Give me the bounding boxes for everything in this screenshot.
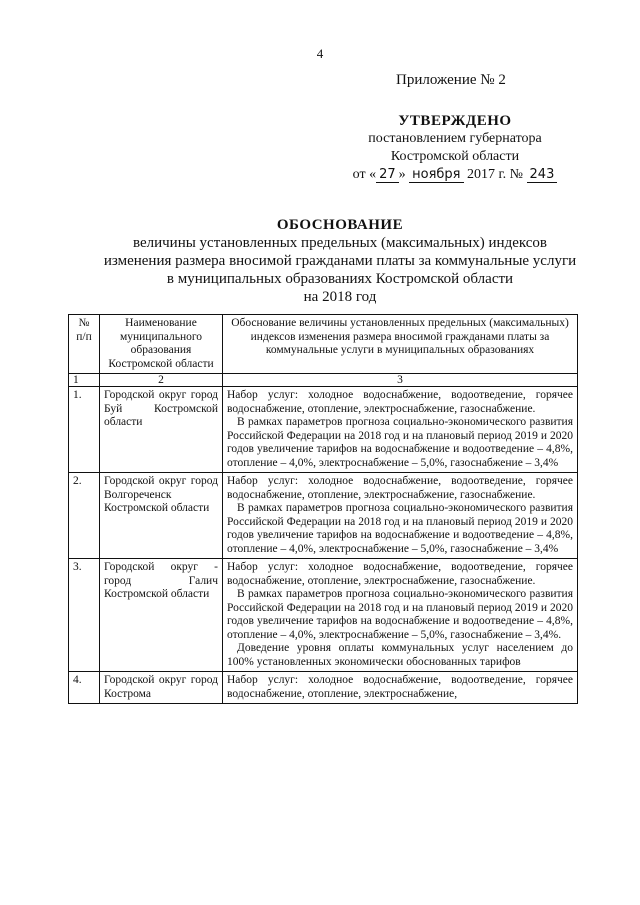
title-line-1: величины установленных предельных (максимальных) индексов	[132, 235, 548, 251]
table-row	[69, 672, 578, 704]
row-number: 1.	[69, 387, 100, 473]
municipality-name: Городской округ город Буй Костромской области	[100, 387, 223, 473]
header-justification: Обоснование величины установленных предельных (максимальных) индексов изменения размера вносимой гражданами платы за коммунальные услуги в муниципальных образованиях	[223, 315, 578, 374]
justification-paragraph: Набор услуг: холодное водоснабжение, водоотведение, горячее водоснабжение, отопление, электроснабжение, газоснабжение.	[227, 561, 573, 587]
appendix-label: Приложение № 2	[396, 72, 506, 88]
column-index-row	[69, 374, 578, 387]
column-index: 3	[223, 374, 578, 387]
justification-paragraph: Набор услуг: холодное водоснабжение, водоотведение, горячее водоснабжение, отопление, электроснабжение, газоснабжение.	[227, 389, 573, 415]
approved-heading: УТВЕРЖДЕНО	[398, 113, 512, 129]
title-line-4: на 2018 год	[303, 289, 377, 305]
justification-paragraph: В рамках параметров прогноза социально-экономического развития Российской Федерации на 2018 год и на плановый период 2019 и 2020 годов увеличение тарифов на водоснабжение и водоотведение – 4,8%, отопление – 4,0%, электроснабжение – 5,0%, газоснабжение – 3,4%	[227, 502, 573, 555]
justification-text	[223, 559, 578, 672]
title-line-2: изменения размера вносимой гражданами платы за коммунальные услуги	[103, 253, 577, 269]
justification-paragraph: Набор услуг: холодное водоснабжение, водоотведение, горячее водоснабжение, отопление, электроснабжение,	[227, 674, 573, 700]
justification-paragraph: В рамках параметров прогноза социально-экономического развития Российской Федерации на 2018 год и на плановый период 2019 и 2020 годов увеличение тарифов на водоснабжение и водоотведение – 4,8%, отопление – 4,0%, электроснабжение – 5,0%, газоснабжение – 3,4%.	[227, 588, 573, 641]
approval-block	[330, 112, 580, 184]
date-day: 27	[376, 167, 399, 183]
header-municipality: Наименование муниципального образования Костромской области	[100, 315, 223, 374]
title-heading: ОБОСНОВАНИЕ	[276, 217, 404, 233]
date-mid: »	[398, 167, 406, 182]
table-row	[69, 387, 578, 473]
justification-text	[223, 387, 578, 473]
column-index: 1	[69, 374, 100, 387]
table-header-row	[69, 315, 578, 374]
approval-date	[330, 166, 580, 184]
municipality-name: Городской округ - город Галич Костромской области	[100, 559, 223, 672]
row-number: 4.	[69, 672, 100, 704]
table-row	[69, 473, 578, 559]
page-number: 4	[316, 46, 324, 61]
header-number: № п/п	[69, 315, 100, 374]
table-row	[69, 559, 578, 672]
approval-line-1: постановлением губернатора	[368, 131, 542, 146]
row-number: 2.	[69, 473, 100, 559]
justification-text	[223, 672, 578, 704]
justification-text	[223, 473, 578, 559]
title-line-3: в муниципальных образованиях Костромской области	[166, 271, 514, 287]
date-year: 2017 г. №	[467, 167, 524, 182]
municipality-name: Городской округ город Волгореченск Костромской области	[100, 473, 223, 559]
municipality-name: Городской округ город Кострома	[100, 672, 223, 704]
row-number: 3.	[69, 559, 100, 672]
document-title	[60, 216, 620, 306]
date-month: ноября	[409, 167, 463, 183]
justification-paragraph: Доведение уровня оплаты коммунальных услуг населением до 100% установленных экономически обоснованных тарифов	[227, 642, 573, 668]
justification-paragraph: Набор услуг: холодное водоснабжение, водоотведение, горячее водоснабжение, отопление, электроснабжение, газоснабжение.	[227, 475, 573, 501]
approval-line-2: Костромской области	[390, 149, 520, 164]
column-index: 2	[100, 374, 223, 387]
decree-number: 243	[527, 167, 558, 183]
justification-paragraph: В рамках параметров прогноза социально-экономического развития Российской Федерации на 2018 год и на плановый период 2019 и 2020 годов увеличение тарифов на водоснабжение и водоотведение – 4,8%, отопление – 4,0%, электроснабжение – 5,0%, газоснабжение – 3,4%	[227, 416, 573, 469]
justification-table	[68, 314, 578, 704]
date-prefix: от «	[352, 167, 377, 182]
